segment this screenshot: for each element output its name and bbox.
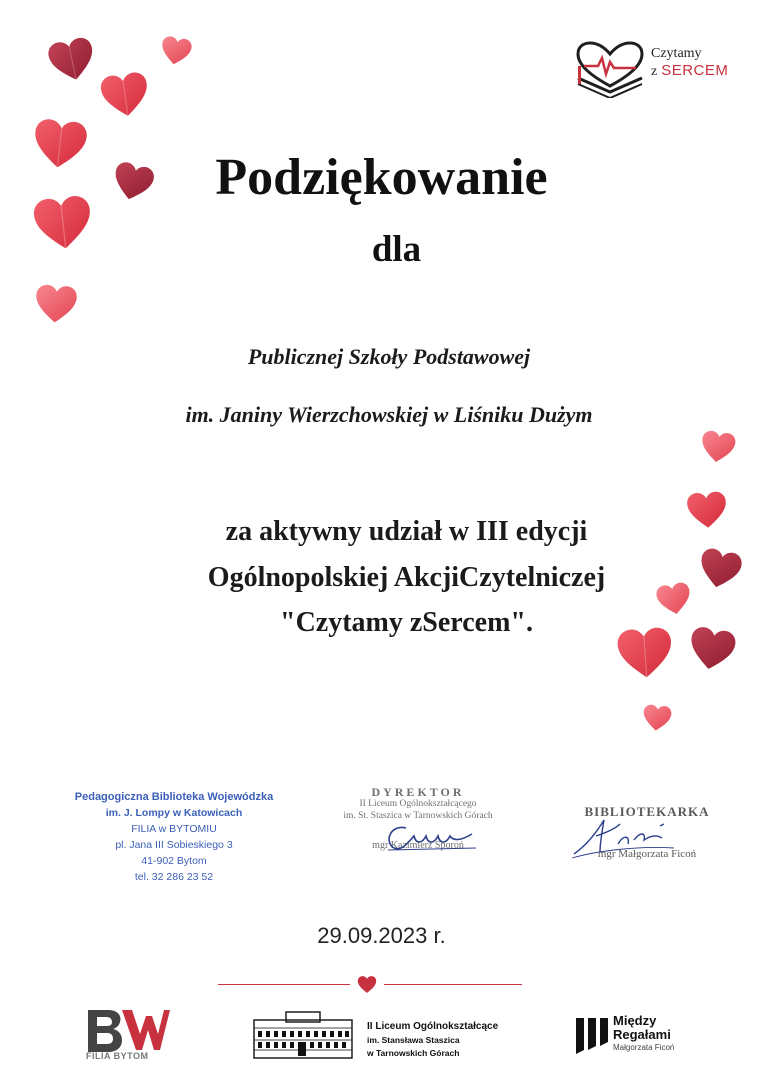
- divider-left: [218, 984, 350, 985]
- reason-line-1: za aktywny udział w III edycji: [225, 516, 588, 547]
- miedzy-regalami-logo-icon: [574, 1016, 610, 1056]
- heart-icon: [44, 33, 100, 86]
- subtitle: dla: [371, 229, 422, 270]
- czytamy-z-sercem-logo-icon: [574, 40, 646, 98]
- heart-icon: [158, 33, 195, 68]
- library-stamp: [40, 789, 308, 885]
- director-title: DYREKTOR: [371, 785, 465, 799]
- school-building-icon: [252, 1010, 354, 1060]
- miedzy-line2: Regałami: [613, 1027, 671, 1042]
- heart-icon: [33, 282, 80, 327]
- reason-line-2: Ogólnopolskiej AkcjiCzytelniczej: [207, 562, 606, 593]
- miedzy-line3: Małgorzata Ficoń: [613, 1043, 675, 1052]
- library-stamp-line: FILIA w BYTOMIU: [131, 823, 217, 835]
- miedzy-regalami-text: [613, 1014, 674, 1053]
- library-stamp-line: 41-902 Bytom: [141, 855, 207, 867]
- library-stamp-line: pl. Jana III Sobieskiego 3: [115, 839, 233, 851]
- school-patron: im. Stansława Staszica: [367, 1035, 460, 1045]
- school-name: II Liceum Ogólnokształcące: [367, 1021, 499, 1032]
- heart-icon: [698, 428, 738, 467]
- logo-sercem: SERCEM: [661, 62, 729, 79]
- librarian-name: mgr Małgorzata Ficoń: [597, 848, 697, 860]
- bw-logo-icon: [86, 1008, 170, 1052]
- heart-icon: [641, 703, 674, 734]
- reason-line-3: "Czytamy zSercem".: [280, 607, 533, 638]
- heart-icon: [97, 69, 153, 122]
- school-city: w Tarnowskich Górach: [367, 1048, 460, 1058]
- bw-logo-label: FILIA BYTOM: [86, 1051, 149, 1061]
- logo-z: z: [651, 64, 658, 79]
- recipient-line-2: im. Janiny Wierzchowskiej w Liśniku Dużym: [185, 402, 593, 427]
- librarian-signature-icon: [570, 814, 680, 860]
- school-logo-text: [367, 1020, 498, 1060]
- director-line: II Liceum Ogólnokształcącego: [359, 799, 477, 809]
- recipient-line-1: Publicznej Szkoły Podstawowej: [247, 344, 531, 369]
- miedzy-line1: Między: [613, 1013, 657, 1028]
- library-stamp-line: im. J. Lompy w Katowicach: [105, 807, 243, 819]
- director-line: im. St. Staszica w Tarnowskich Górach: [343, 811, 493, 821]
- page-title: Podziękowanie: [215, 149, 548, 206]
- heart-divider-icon: [357, 975, 377, 994]
- director-name: mgr Kazimierz Sporoń: [372, 840, 464, 851]
- logo-line1: Czytamy: [651, 46, 702, 61]
- divider-right: [384, 984, 522, 985]
- czytamy-logo-text: [651, 45, 728, 80]
- library-stamp-line: Pedagogiczna Biblioteka Wojewódzka: [74, 791, 274, 803]
- director-signature-icon: [380, 818, 480, 858]
- date: 29.09.2023 r.: [317, 923, 446, 948]
- library-stamp-line: tel. 32 286 23 52: [134, 871, 214, 883]
- librarian-title: BIBLIOTEKARKA: [584, 804, 710, 819]
